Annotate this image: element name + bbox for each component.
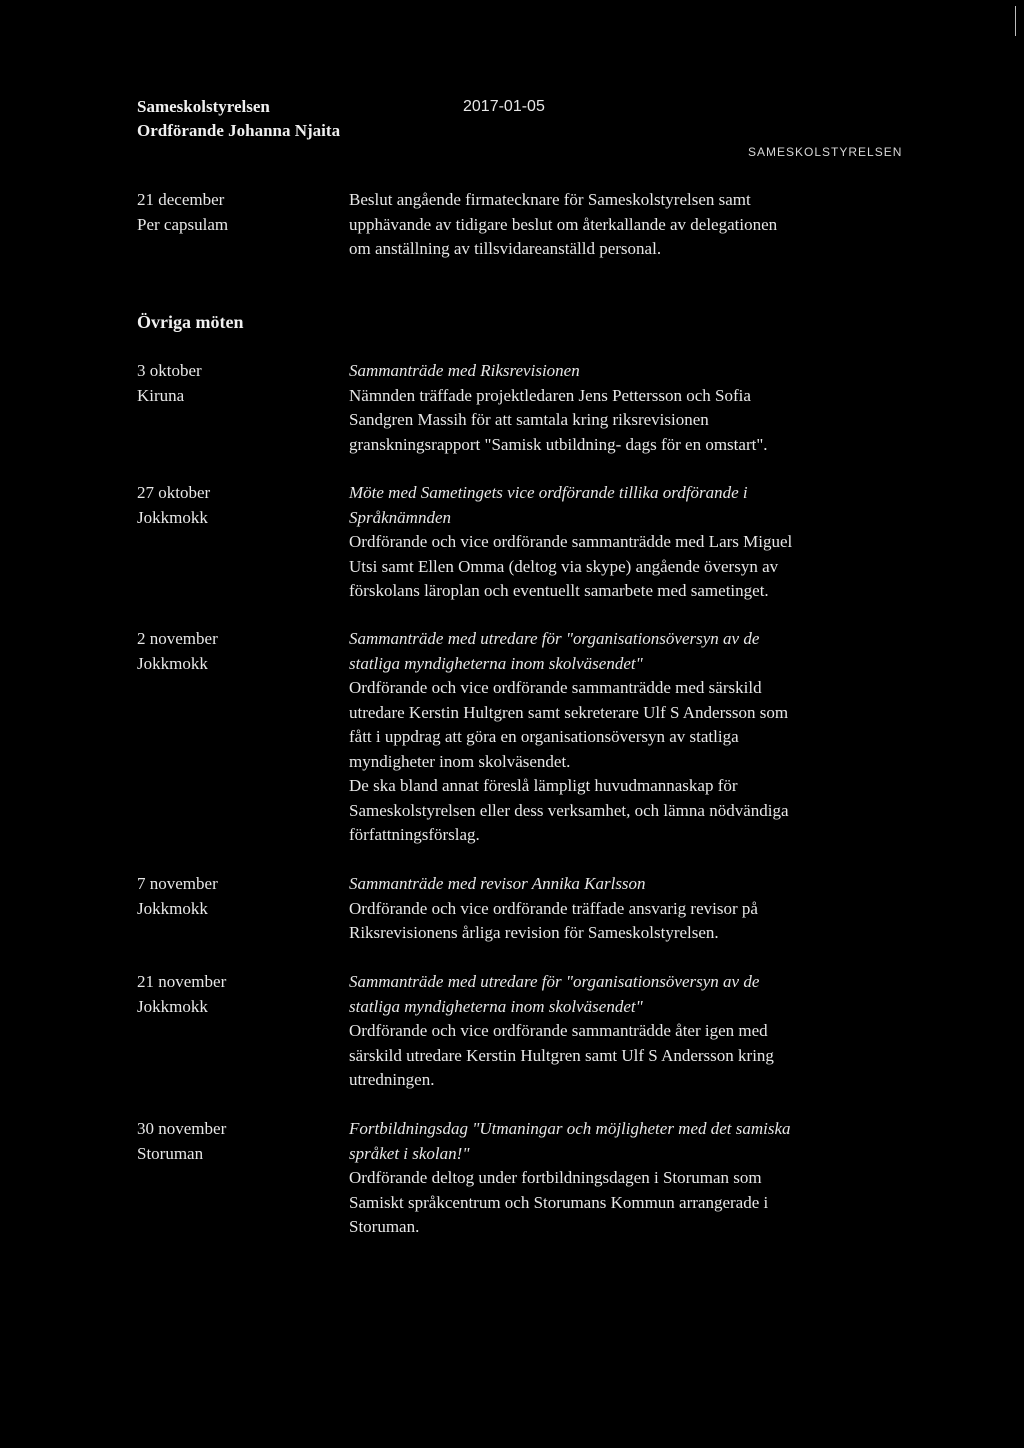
meeting-place: Jokkmokk (137, 898, 208, 918)
decision-place: Per capsulam (137, 214, 229, 234)
meeting-meta (137, 481, 317, 530)
meeting-title: Sammanträde med utredare för "organisationsöversyn av de (349, 972, 760, 991)
meeting-place: Storuman (137, 1143, 204, 1163)
organization-stamp: SAMESKOLSTYRELSEN (748, 145, 903, 159)
section-heading: Övriga möten (137, 312, 244, 332)
meeting-date: 21 november (137, 972, 227, 991)
meeting-entry (349, 970, 889, 1093)
decision-line: om anställning av tillsvidareanställd personal. (349, 239, 662, 258)
meeting-body-line: De ska bland annat föreslå lämpligt huvudmannaskap för (349, 776, 738, 795)
meeting-meta (137, 359, 317, 408)
meeting-date: 3 oktober (137, 361, 202, 380)
meeting-body-line: Utsi samt Ellen Omma (deltog via skype) angående översyn av (349, 556, 779, 576)
meeting-meta (137, 970, 317, 1019)
meeting-meta (137, 872, 317, 921)
meeting-body-line: Sameskolstyrelsen eller dess verksamhet, och lämna nödvändiga (349, 800, 789, 820)
meeting-body-line: Sandgren Massih för att samtala kring riksrevisionen (349, 410, 709, 429)
meeting-body-line: Ordförande och vice ordförande sammanträdde åter igen med (349, 1021, 768, 1040)
meeting-title: Fortbildningsdag "Utmaningar och möjligheter med det samiska (349, 1119, 791, 1138)
meeting-body-line: utredare Kerstin Hultgren samt sekreterare Ulf S Andersson som (349, 702, 789, 722)
meeting-date: 27 oktober (137, 483, 211, 502)
meeting-date: 30 november (137, 1119, 227, 1138)
meeting-entry (349, 1117, 889, 1240)
meeting-title: språket i skolan!" (349, 1143, 470, 1163)
meeting-body-line: Ordförande och vice ordförande träffade ansvarig revisor på (349, 898, 758, 918)
meeting-title: Sammanträde med utredare för "organisationsöversyn av de (349, 629, 760, 648)
meeting-title: statliga myndigheterna inom skolväsendet" (349, 653, 643, 673)
meeting-meta (137, 627, 317, 676)
meeting-body-line: Nämnden träffade projektledaren Jens Pettersson och Sofia (349, 385, 751, 405)
meeting-date: 2 november (137, 629, 218, 648)
meeting-title: statliga myndigheterna inom skolväsendet" (349, 996, 643, 1016)
meeting-body-line: författningsförslag. (349, 825, 480, 844)
meeting-body-line: Ordförande deltog under fortbildningsdagen i Storuman som (349, 1168, 762, 1187)
decision-meta (137, 188, 317, 237)
meeting-body-line: myndigheter inom skolväsendet. (349, 751, 571, 771)
meeting-body-line: Ordförande och vice ordförande sammanträdde med Lars Miguel (349, 532, 793, 551)
meeting-entry (349, 481, 889, 604)
meeting-entry (349, 359, 889, 457)
decision-line: upphävande av tidigare beslut om återkallande av delegationen (349, 214, 778, 234)
meeting-title: Möte med Sametingets vice ordförande tillika ordförande i (349, 483, 748, 502)
meeting-body-line: granskningsrapport "Samisk utbildning- dags för en omstart". (349, 434, 768, 454)
decision-line: Beslut angående firmatecknare för Sameskolstyrelsen samt (349, 190, 751, 209)
meeting-title: Språknämnden (349, 507, 451, 527)
meeting-title: Sammanträde med revisor Annika Karlsson (349, 874, 646, 893)
meeting-place: Jokkmokk (137, 507, 208, 527)
decision-text (349, 188, 889, 262)
chair-name: Ordförande Johanna Njaita (137, 121, 341, 140)
meeting-place: Kiruna (137, 385, 185, 405)
meeting-date: 7 november (137, 874, 218, 893)
meeting-place: Jokkmokk (137, 653, 208, 673)
meeting-body-line: Riksrevisionens årliga revision för Sameskolstyrelsen. (349, 923, 719, 942)
meeting-entry (349, 872, 889, 946)
meeting-body-line: Storuman. (349, 1217, 420, 1236)
meeting-body-line: Samiskt språkcentrum och Storumans Kommun arrangerade i (349, 1192, 769, 1212)
document-date: 2017-01-05 (463, 98, 545, 115)
scan-edge-mark (1015, 6, 1016, 36)
meeting-entry (349, 627, 889, 848)
decision-date: 21 december (137, 190, 225, 209)
meeting-meta (137, 1117, 317, 1166)
meeting-place: Jokkmokk (137, 996, 208, 1016)
meeting-body-line: förskolans läroplan och eventuellt samarbete med sametinget. (349, 581, 769, 600)
meeting-body-line: Ordförande och vice ordförande sammanträdde med särskild (349, 678, 762, 697)
meeting-body-line: fått i uppdrag att göra en organisationsöversyn av statliga (349, 727, 739, 746)
meeting-body-line: särskild utredare Kerstin Hultgren samt Ulf S Andersson kring (349, 1045, 774, 1065)
meeting-title: Sammanträde med Riksrevisionen (349, 361, 580, 380)
organization-name: Sameskolstyrelsen (137, 97, 270, 116)
meeting-body-line: utredningen. (349, 1070, 435, 1089)
